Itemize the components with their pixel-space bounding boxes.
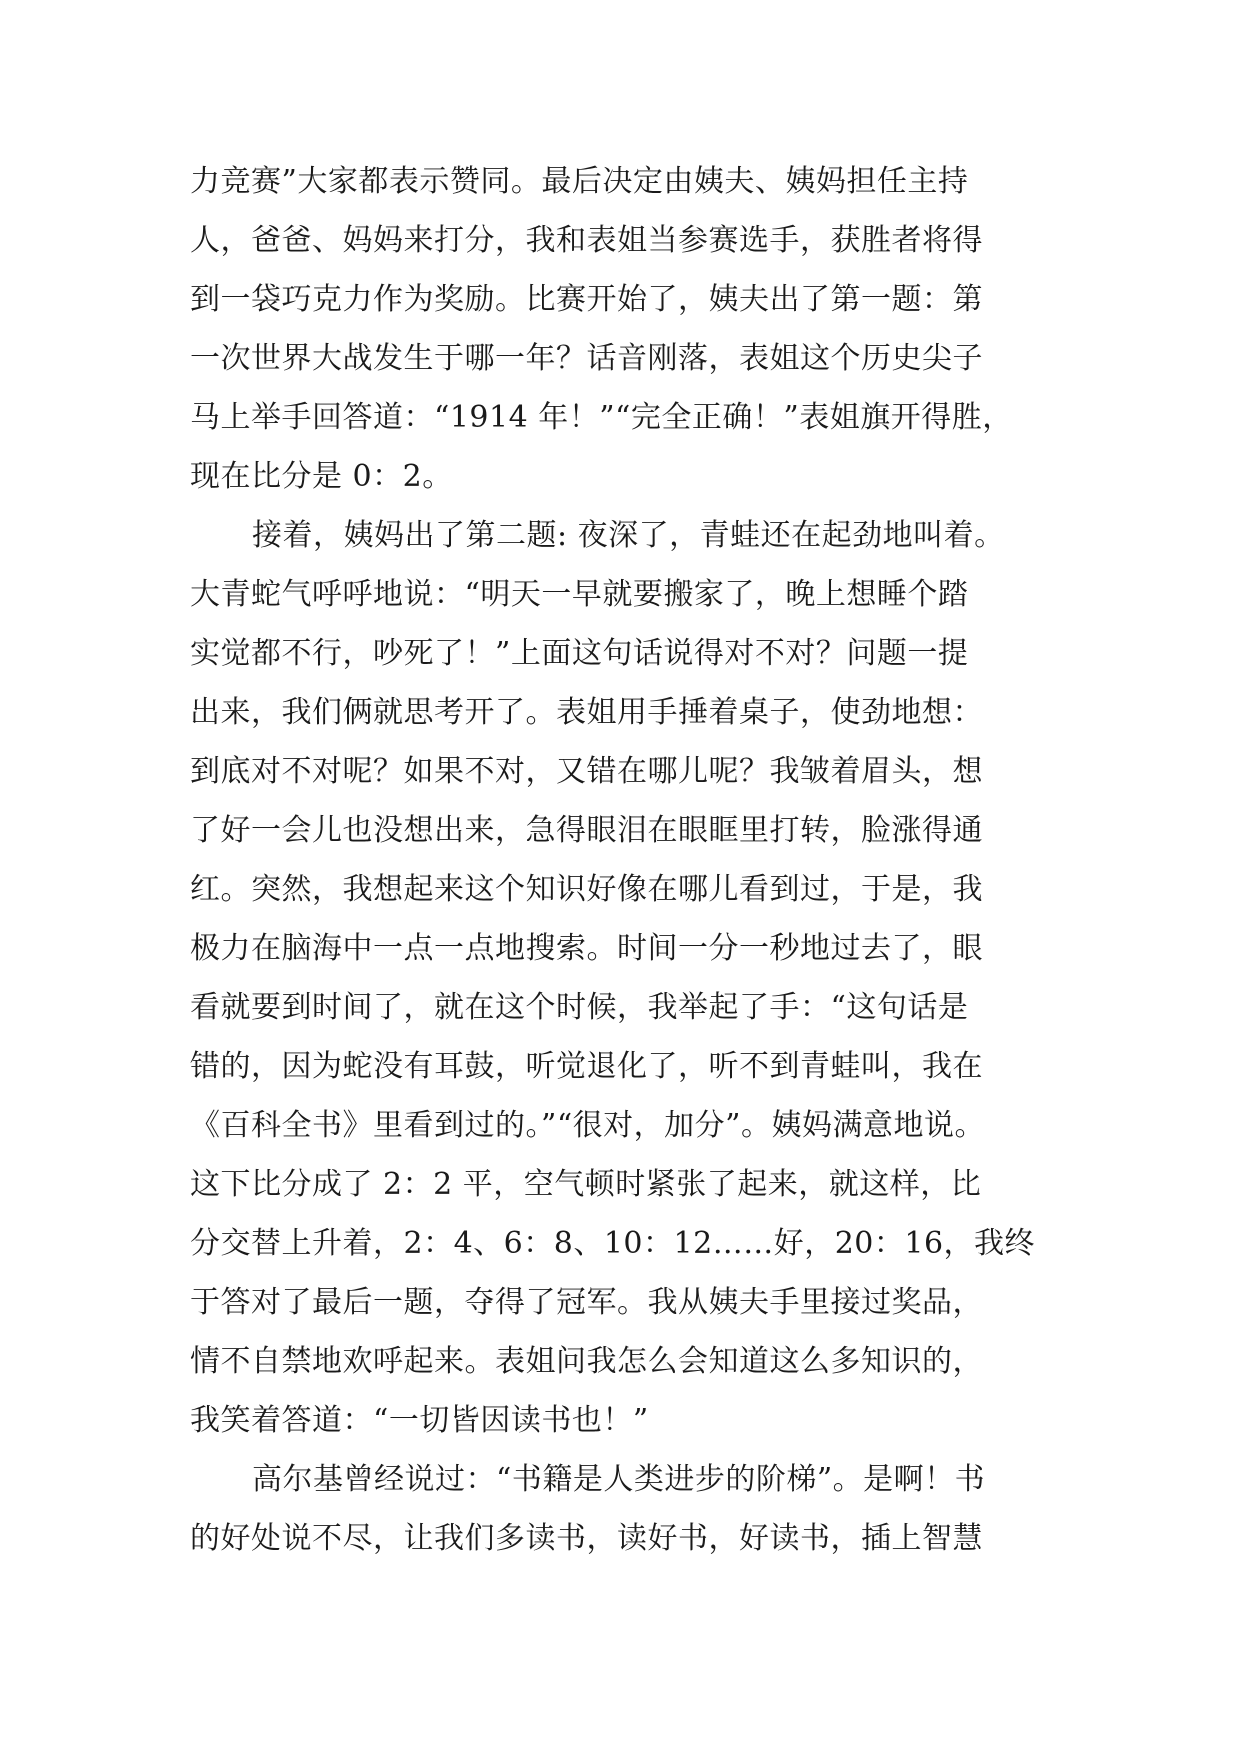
text-line: 极力在脑海中一点一点地搜索。时间一分一秒地过去了，眼 [190, 931, 983, 966]
text-line: 出来，我们俩就思考开了。表姐用手捶着桌子，使劲地想： [190, 695, 983, 730]
text-line: 分交替上升着，2：4、6：8、10：12……好，20：16，我终 [190, 1226, 1036, 1261]
text-line: 到底对不对呢？如果不对，又错在哪儿呢？我皱着眉头，想 [190, 754, 983, 789]
text-line: 这下比分成了 2：2 平，空气顿时紧张了起来，就这样，比 [190, 1167, 982, 1202]
paragraph-start-line: 接着，姨妈出了第二题: 夜深了，青蛙还在起劲地叫着。 [252, 518, 1005, 553]
text-line: 红。突然，我想起来这个知识好像在哪儿看到过，于是，我 [190, 872, 983, 907]
text-line: 错的，因为蛇没有耳鼓，听觉退化了，听不到青蛙叫，我在 [190, 1049, 983, 1084]
text-line: 我笑着答道：“一切皆因读书也！” [190, 1403, 649, 1438]
text-line: 情不自禁地欢呼起来。表姐问我怎么会知道这么多知识的， [190, 1344, 983, 1379]
body-text [190, 152, 1060, 1568]
text-line: 大青蛇气呼呼地说：“明天一早就要搬家了，晚上想睡个踏 [190, 577, 969, 612]
text-line: 了好一会儿也没想出来，急得眼泪在眼眶里打转，脸涨得通 [190, 813, 983, 848]
text-line: 人，爸爸、妈妈来打分，我和表姐当参赛选手，获胜者将得 [190, 223, 983, 258]
text-line: 现在比分是 0：2。 [190, 459, 453, 494]
text-line: 于答对了最后一题，夺得了冠军。我从姨夫手里接过奖品， [190, 1285, 983, 1320]
text-line: 看就要到时间了，就在这个时候，我举起了手：“这句话是 [190, 990, 969, 1025]
text-line: 实觉都不行，吵死了！”上面这句话说得对不对？问题一提 [190, 636, 969, 671]
text-line: 马上举手回答道：“1914 年！”“完全正确！”表姐旗开得胜， [190, 400, 1013, 435]
paragraph-start-line: 高尔基曾经说过：“书籍是人类进步的阶梯”。是啊！书 [252, 1462, 986, 1497]
text-line: 力竞赛”大家都表示赞同。最后决定由姨夫、姨妈担任主持 [190, 164, 969, 199]
text-line: 一次世界大战发生于哪一年？话音刚落，表姐这个历史尖子 [190, 341, 983, 376]
text-line: 到一袋巧克力作为奖励。比赛开始了，姨夫出了第一题：第 [190, 282, 983, 317]
text-line: 的好处说不尽，让我们多读书，读好书，好读书，插上智慧 [190, 1521, 983, 1556]
text-line: 《百科全书》里看到过的。”“很对，加分”。姨妈满意地说。 [190, 1108, 986, 1143]
